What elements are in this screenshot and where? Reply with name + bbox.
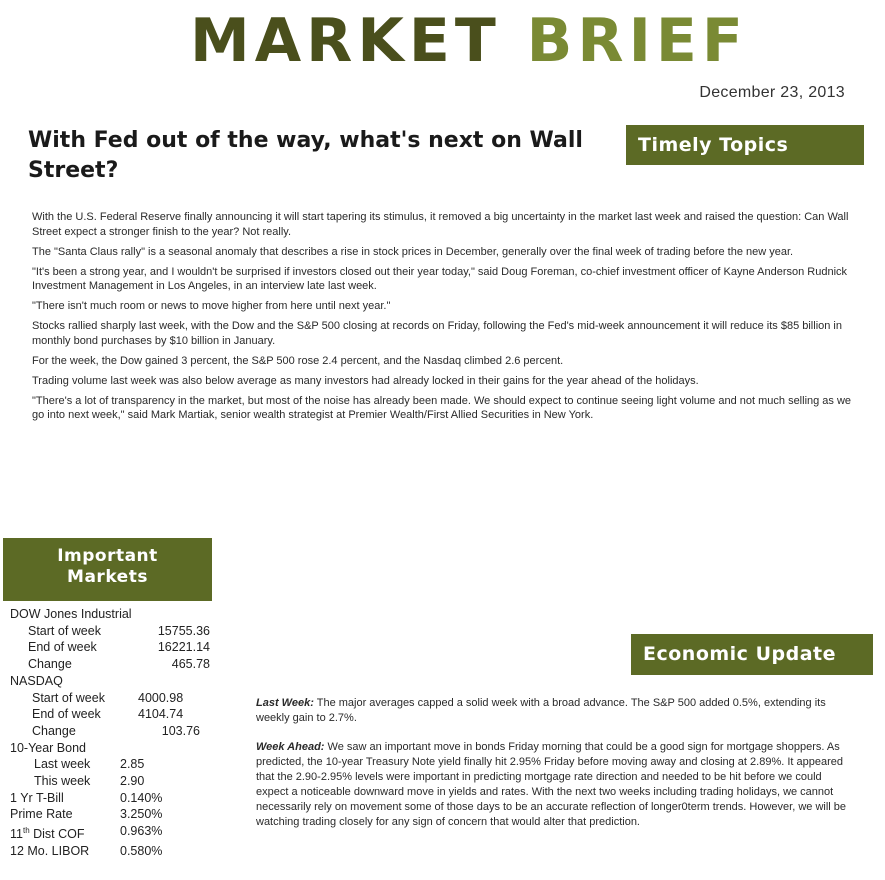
article-paragraph: "It's been a strong year, and I wouldn't be surprised if investors closed out their year today," said Doug Foreman, co-chief investment officer of Kayne Anderson Rudnick Investment Management in Los Angeles, in an interview late last week.: [32, 265, 848, 292]
article-headline: With Fed out of the way, what's next on Wall Street?: [28, 128, 583, 183]
dow-title-row: [10, 606, 210, 623]
article-paragraph: Stocks rallied sharply last week, with the Dow and the S&P 500 closing at records on Friday, following the Fed's mid-week announcement it will reduce its $85 billion in monthly bond purchases by $10 billion in January.: [32, 320, 842, 347]
dow-change-row: [10, 656, 210, 673]
nasdaq-end-value: 4104.74: [138, 707, 184, 722]
article-paragraph: "There isn't much room or news to move higher from here until next year.": [32, 300, 391, 312]
nasdaq-start-value: 4000.98: [138, 690, 184, 705]
masthead-word-brief: BRIEF: [526, 6, 748, 76]
last-week-paragraph: [256, 696, 856, 726]
masthead-title: [190, 4, 748, 78]
week-ahead-lead: Week Ahead:: [256, 741, 325, 753]
cof-label: [10, 823, 120, 843]
cof-label-rest: Dist COF: [29, 827, 85, 842]
dow-start-label: Start of week: [28, 623, 101, 638]
article-paragraph: For the week, the Dow gained 3 percent, the S&P 500 rose 2.4 percent, and the Nasdaq climbed 2.6 percent.: [32, 354, 564, 367]
dow-title: DOW Jones Industrial: [10, 607, 132, 621]
bond-this-value: 2.90: [120, 774, 145, 789]
dow-end-label: End of week: [28, 640, 97, 655]
prime-row: [10, 806, 210, 823]
bond-last-value: 2.85: [120, 757, 145, 772]
bond-last-row: [10, 756, 210, 773]
important-markets-line2: Markets: [67, 567, 148, 587]
tbill-row: [10, 790, 210, 807]
issue-date: December 23, 2013: [699, 84, 845, 101]
bond-this-label: This week: [34, 774, 91, 789]
libor-value: 0.580%: [120, 844, 163, 858]
nasdaq-end-label: End of week: [32, 707, 101, 722]
bond-this-row: [10, 773, 210, 790]
last-week-lead: Last Week:: [256, 697, 314, 709]
economic-update-banner: Economic Update: [631, 634, 873, 675]
nasdaq-change-value: 103.76: [161, 723, 200, 738]
dow-start-row: [10, 623, 210, 640]
prime-value: 3.250%: [120, 807, 163, 822]
dow-end-value: 16221.14: [157, 640, 210, 655]
bond-title-row: [10, 740, 210, 757]
article-paragraph: The "Santa Claus rally" is a seasonal anomaly that describes a rise in stock prices in December, generally over the final week of trading before the new year.: [32, 245, 794, 258]
libor-row: [10, 843, 210, 860]
nasdaq-start-row: [10, 690, 210, 707]
timely-topics-banner: Timely Topics: [626, 125, 864, 165]
cof-value: 0.963%: [120, 824, 163, 839]
libor-label: 12 Mo. LIBOR: [10, 844, 90, 858]
week-ahead-text: We saw an important move in bonds Friday morning that could be a good sign for mortgage shoppers. As predicted, the 10-year Treasury Note yield finally hit 2.95% Friday before moving away and closing at 2.89%. It appeared that the 2.90-2.95% levels were important in predicting mortgage rate direction and needed to be hit before we could expect a noticeable downward move in yields and rates. With the next two weeks including trading holidays, we cannot necessarily rely on movement some of those days to be an accurate reflection of longer0term trends. However, we will be watching trading closely for any sign of concern that would alter that prediction.: [256, 741, 847, 828]
nasdaq-change-label: Change: [32, 723, 76, 738]
markets-table: [10, 606, 210, 860]
bond-title: 10-Year Bond: [10, 740, 86, 755]
cof-label-number: 11: [10, 827, 23, 842]
tbill-label: 1 Yr T-Bill: [10, 790, 64, 805]
article-paragraph: Trading volume last week was also below average as many investors had already locked in their gains for the year ahead of the holidays.: [32, 374, 699, 387]
nasdaq-title: NASDAQ: [10, 673, 63, 688]
dow-change-value: 465.78: [171, 657, 210, 672]
dow-end-row: [10, 639, 210, 656]
nasdaq-start-label: Start of week: [32, 690, 105, 705]
nasdaq-title-row: [10, 673, 210, 690]
important-markets-line1: Important: [57, 546, 158, 566]
dow-change-label: Change: [28, 657, 72, 672]
cof-label-suffix: th: [22, 826, 30, 836]
nasdaq-change-row: [10, 723, 210, 740]
article-paragraph: "There's a lot of transparency in the market, but most of the noise has already been made. We should expect to continue seeing light volume and not much selling as we go into next week," said Mark Martiak, senior wealth strategist at Premier Wealth/First Allied Securities in New York.: [32, 394, 852, 421]
cof-row: [10, 823, 210, 843]
article-paragraph: With the U.S. Federal Reserve finally announcing it will start tapering its stimulus, it removed a big uncertainty in the market last week and raised the question: Can Wall Street expect a stronger finish to the year? Not really.: [32, 211, 849, 238]
prime-label: Prime Rate: [10, 807, 73, 822]
bond-last-label: Last week: [34, 757, 91, 772]
last-week-text: The major averages capped a solid week with a broad advance. The S&P 500 added 0.5%, extending its weekly gain to 2.7%.: [256, 697, 826, 724]
dow-start-value: 15755.36: [157, 623, 210, 638]
article-body: [32, 210, 862, 428]
masthead-word-market: MARKET: [190, 6, 501, 76]
nasdaq-end-row: [10, 706, 210, 723]
week-ahead-paragraph: [256, 740, 856, 830]
economic-update-body: [256, 696, 856, 844]
important-markets-banner: [3, 538, 212, 601]
tbill-value: 0.140%: [120, 790, 163, 805]
